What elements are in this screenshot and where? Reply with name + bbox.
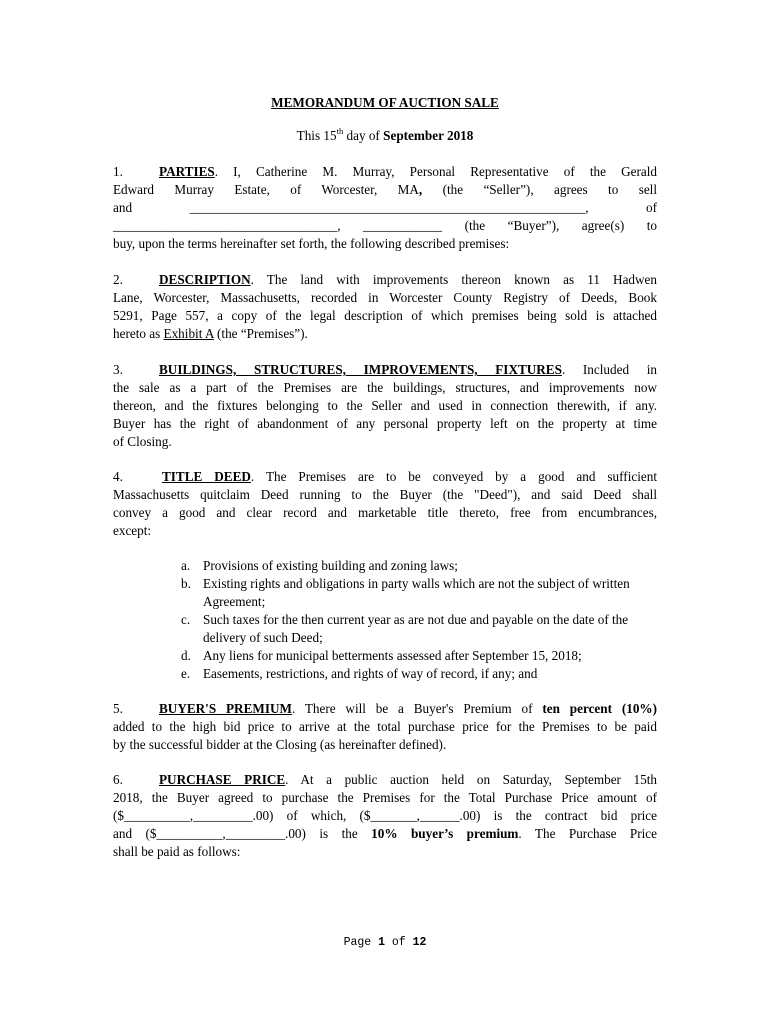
date-mid: day of bbox=[343, 128, 384, 143]
list-item bbox=[181, 647, 657, 665]
section-heading: BUYER'S PREMIUM bbox=[159, 701, 292, 716]
date-line bbox=[113, 127, 657, 145]
section-purchase-price bbox=[113, 771, 657, 861]
date-month-year: September 2018 bbox=[383, 128, 474, 143]
section-text: . I, Catherine M. Murray, Personal Representative of the Gerald bbox=[214, 164, 657, 179]
section-text: of Closing. bbox=[113, 434, 172, 449]
premium-rate: ten percent (10%) bbox=[542, 701, 657, 716]
section-heading: BUILDINGS, STRUCTURES, IMPROVEMENTS, FIXTURES bbox=[159, 362, 562, 377]
section-text: Edward Murray Estate, of Worcester, MA bbox=[113, 182, 419, 197]
list-marker: b. bbox=[181, 576, 191, 591]
section-number: 1. bbox=[113, 164, 123, 179]
list-marker: e. bbox=[181, 666, 191, 681]
section-text: Buyer has the right of abandonment of any personal property left on the property at time bbox=[113, 416, 657, 431]
date-suffix: th bbox=[336, 125, 344, 136]
section-text: . Included in bbox=[561, 362, 657, 377]
section-text: convey a good and clear record and marketable title thereto, free from encumbrances, bbox=[113, 505, 657, 520]
section-text: except: bbox=[113, 523, 152, 538]
section-buyers-premium bbox=[113, 700, 657, 754]
section-text: . The Premises are to be conveyed by a good and sufficient bbox=[250, 469, 657, 484]
section-text: shall be paid as follows: bbox=[113, 844, 241, 859]
section-text: thereon, and the fixtures belonging to the Seller and used in connection therewith, if any. bbox=[113, 398, 657, 413]
section-text: Massachusetts quitclaim Deed running to the Buyer (the "Deed"), and said Deed shall bbox=[113, 487, 657, 502]
section-number: 6. bbox=[113, 772, 123, 787]
page-word: Page bbox=[343, 936, 372, 949]
section-text: 5291, Page 557, a copy of the legal description of which premises being sold is attached bbox=[113, 308, 657, 323]
list-item-text: Easements, restrictions, and rights of way of record, if any; and bbox=[203, 666, 538, 681]
section-text: the sale as a part of the Premises are the buildings, structures, and improvements now bbox=[113, 380, 657, 395]
section-text: . The Purchase Price bbox=[518, 826, 658, 841]
page-total: 12 bbox=[412, 936, 427, 949]
page-footer bbox=[0, 936, 770, 949]
section-text: (the “Premises”). bbox=[213, 326, 308, 341]
exceptions-list bbox=[181, 557, 657, 683]
section-text: . There will be a Buyer's Premium of bbox=[291, 701, 543, 716]
section-heading: DESCRIPTION bbox=[159, 272, 251, 287]
list-item bbox=[181, 575, 657, 611]
list-item-text: Such taxes for the then current year as are not due and payable on the date of the delivery of such Deed; bbox=[203, 612, 629, 645]
section-number: 3. bbox=[113, 362, 123, 377]
section-title-deed bbox=[113, 468, 657, 540]
section-text: . The land with improvements thereon known as 11 Hadwen bbox=[250, 272, 657, 287]
section-text: 2018, the Buyer agreed to purchase the Premises for the Total Purchase Price amount of bbox=[113, 790, 657, 805]
section-heading: PARTIES bbox=[159, 164, 215, 179]
section-text: . At a public auction held on Saturday, September 15th bbox=[285, 772, 657, 787]
section-buildings bbox=[113, 361, 657, 451]
list-marker: c. bbox=[181, 612, 191, 627]
section-text: , bbox=[418, 182, 423, 197]
section-text: by the successful bidder at the Closing (as hereinafter defined). bbox=[113, 737, 447, 752]
section-parties bbox=[113, 163, 657, 253]
list-marker: a. bbox=[181, 558, 191, 573]
section-text: ($__________,_________.00) of which, ($_______,______.00) is the contract bid price bbox=[113, 808, 657, 823]
section-description bbox=[113, 271, 657, 343]
section-heading: TITLE DEED bbox=[162, 469, 251, 484]
page-number: 1 bbox=[378, 936, 385, 949]
list-marker: d. bbox=[181, 648, 191, 663]
list-item bbox=[181, 557, 657, 575]
list-item-text: Existing rights and obligations in party walls which are not the subject of written Agreement; bbox=[203, 576, 630, 609]
date-prefix: This 15 bbox=[296, 128, 337, 143]
section-heading: PURCHASE PRICE bbox=[159, 772, 286, 787]
list-item bbox=[181, 665, 657, 683]
section-text: (the “Seller”), agrees to sell bbox=[422, 182, 658, 197]
list-item bbox=[181, 611, 657, 647]
section-text: __________________________________, ____________ (the “Buyer”), agree(s) to bbox=[113, 218, 657, 233]
section-text: and ____________________________________________________________, of bbox=[113, 200, 657, 215]
section-text: and ($__________,_________.00) is the bbox=[113, 826, 372, 841]
section-number: 5. bbox=[113, 701, 123, 716]
section-text: hereto as bbox=[113, 326, 164, 341]
of-word: of bbox=[391, 936, 406, 949]
buyers-premium-label: 10% buyer’s premium bbox=[371, 826, 519, 841]
document-title: MEMORANDUM OF AUCTION SALE bbox=[271, 95, 499, 110]
list-item-text: Provisions of existing building and zoning laws; bbox=[203, 558, 458, 573]
list-item-text: Any liens for municipal betterments assessed after September 15, 2018; bbox=[203, 648, 582, 663]
section-text: added to the high bid price to arrive at the total purchase price for the Premises to be paid bbox=[113, 719, 657, 734]
section-text: Lane, Worcester, Massachusetts, recorded in Worcester County Registry of Deeds, Book bbox=[113, 290, 657, 305]
section-text: buy, upon the terms hereinafter set forth, the following described premises: bbox=[113, 236, 510, 251]
exhibit-reference: Exhibit A bbox=[163, 326, 214, 341]
section-number: 2. bbox=[113, 272, 123, 287]
section-number: 4. bbox=[113, 469, 123, 484]
